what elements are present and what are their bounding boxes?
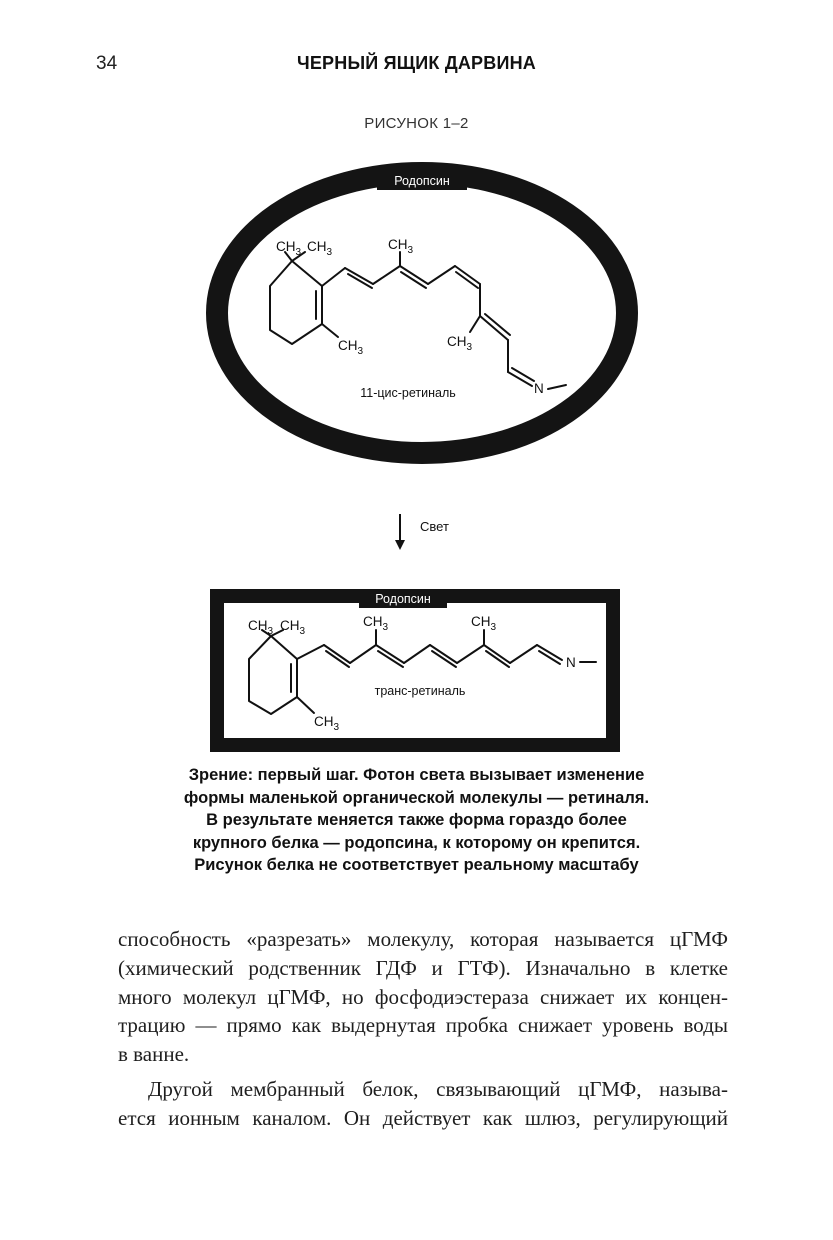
methyl-group-label: $CH_3$ — [314, 714, 340, 733]
cis-retinal-structure — [270, 252, 566, 389]
methyl-group-label: $CH_3$ — [338, 338, 364, 357]
paragraph — [118, 925, 728, 1069]
figure-caption — [100, 764, 733, 877]
top-panel — [217, 170, 627, 453]
text-line: (химический родственник ГДФ и ГТФ). Изначально в клетке — [118, 955, 728, 980]
page-number: 34 — [96, 53, 118, 74]
trans-retinal-label: транс-ретиналь — [374, 684, 466, 698]
nitrogen-atom-label: N — [566, 655, 576, 670]
text-line: Другой мембранный белок, связывающий цГМФ, называ- — [148, 1076, 728, 1101]
methyl-group-label: $CH_3$ — [248, 618, 274, 637]
rhodopsin-oval — [217, 173, 627, 453]
methyl-group-label: $CH_3$ — [307, 239, 333, 258]
text-line: трацию — прямо как выдернутая пробка снижает уровень воды — [118, 1013, 728, 1038]
rhodopsin-rectangle — [217, 596, 613, 745]
light-label: Свет — [420, 519, 449, 534]
text-line: в ванне. — [118, 1042, 190, 1067]
text-line: много молекул цГМФ, но фосфодиэстераза снижает их концен- — [118, 984, 728, 1009]
methyl-group-label: $CH_3$ — [280, 618, 306, 637]
caption-line: Зрение: первый шаг. Фотон света вызывает изменение — [188, 766, 645, 784]
nitrogen-atom-label: N — [534, 381, 544, 396]
methyl-group-label: $CH_3$ — [276, 239, 302, 258]
light-arrow — [395, 514, 449, 550]
methyl-group-label: $CH_3$ — [471, 614, 497, 633]
trans-retinal-structure — [249, 630, 596, 714]
figure-label: РИСУНОК 1–2 — [364, 115, 469, 132]
rhodopsin-label-bottom: Родопсин — [375, 592, 431, 606]
caption-line: крупного белка — родопсина, к которому он крепится. — [192, 833, 641, 852]
caption-line: В результате меняется также форма гораздо более — [206, 811, 627, 829]
body-text — [118, 925, 728, 1133]
caption-line: Рисунок белка не соответствует реальному масштабу — [194, 856, 639, 874]
rhodopsin-label-top: Родопсин — [394, 174, 450, 188]
paragraph — [118, 1075, 728, 1133]
methyl-group-label: $CH_3$ — [447, 334, 473, 353]
text-line: способность «разрезать» молекулу, которая называется цГМФ — [118, 927, 728, 951]
running-title: ЧЕРНЫЙ ЯЩИК ДАРВИНА — [297, 53, 536, 73]
methyl-group-label: $CH_3$ — [363, 614, 389, 633]
cis-retinal-label: 11-цис-ретиналь — [360, 386, 456, 400]
text-line: ется ионным каналом. Он действует как шлюз, регулирующий — [118, 1105, 728, 1130]
caption-line: формы маленькой органической молекулы — ретиналя. — [183, 788, 650, 807]
bottom-panel — [217, 589, 613, 745]
methyl-group-label: $CH_3$ — [388, 237, 414, 256]
